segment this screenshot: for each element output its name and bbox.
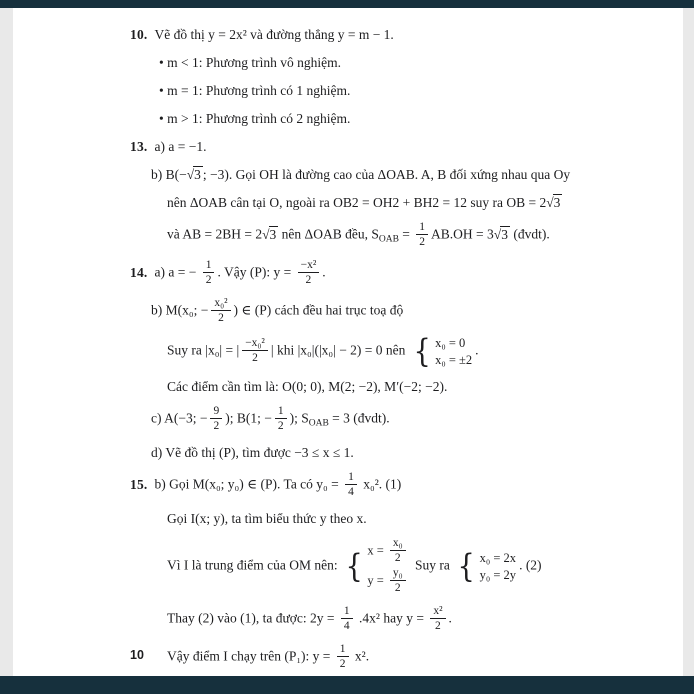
text-run: y₀ bbox=[392, 567, 403, 579]
fraction-denominator bbox=[218, 311, 224, 324]
subscript: OAB bbox=[308, 418, 329, 429]
fraction bbox=[345, 471, 357, 498]
text-line bbox=[167, 644, 670, 671]
text-run: . bbox=[448, 610, 452, 626]
text-run: x₀ = 0 bbox=[435, 336, 466, 350]
text-line bbox=[151, 298, 670, 325]
text-line bbox=[159, 82, 670, 99]
problem-number: 10. bbox=[130, 27, 148, 42]
text-run: 2 bbox=[435, 620, 441, 632]
cases-row bbox=[367, 568, 408, 595]
subscript: OAB bbox=[378, 234, 399, 245]
text-run: . Vậy (P): y = bbox=[217, 264, 295, 280]
radical-sign: √ bbox=[186, 167, 195, 182]
text-run: x². bbox=[351, 648, 370, 664]
text-line bbox=[151, 444, 670, 461]
text-line bbox=[130, 472, 670, 499]
text-run: Suy ra bbox=[411, 557, 454, 573]
text-run: Vậy điểm I chạy trên (P₁): y = bbox=[167, 648, 334, 664]
text-run: b) Gọi M(x₀; y₀) ∈ (P). Ta có y₀ = bbox=[154, 476, 343, 492]
text-run: x₀ bbox=[392, 537, 403, 549]
text-run: 2 bbox=[277, 420, 284, 432]
text-run: 1 bbox=[419, 221, 426, 233]
fraction-numerator bbox=[210, 405, 222, 419]
text-run: 4 bbox=[348, 486, 354, 498]
text-run: nên ΔOAB cân tại O, ngoài ra OB2 = OH2 + BH2 = 12 suy ra OB = 2 bbox=[167, 195, 547, 210]
fraction-denominator bbox=[213, 419, 219, 432]
text-run: b) M(x₀; − bbox=[151, 302, 209, 318]
text-line bbox=[167, 510, 670, 527]
fraction bbox=[210, 405, 222, 432]
cases-row bbox=[435, 336, 465, 350]
fraction bbox=[211, 297, 230, 324]
fraction-numerator bbox=[298, 259, 320, 273]
text-run: 2 bbox=[419, 236, 426, 248]
text-run: 1 bbox=[277, 405, 284, 417]
problem-number: 15. bbox=[130, 476, 148, 492]
cases-rows bbox=[367, 538, 408, 595]
fraction-denominator bbox=[348, 485, 354, 498]
cases-system bbox=[412, 331, 473, 370]
fraction bbox=[341, 605, 353, 632]
fraction-denominator bbox=[344, 619, 350, 632]
fraction-numerator bbox=[275, 405, 287, 419]
fraction-denominator bbox=[340, 657, 346, 670]
cases-row bbox=[480, 568, 516, 582]
text-run: và AB = 2BH = 2 bbox=[167, 226, 263, 242]
text-line bbox=[167, 222, 670, 249]
text-run: a) a = − bbox=[154, 264, 200, 280]
text-run: y = bbox=[367, 573, 387, 588]
text-run: . bbox=[475, 342, 479, 358]
page-bottom-border bbox=[0, 676, 694, 694]
fraction bbox=[390, 567, 406, 594]
text-run: x² bbox=[433, 605, 443, 617]
fraction-numerator bbox=[211, 297, 230, 311]
sqrt-expression bbox=[187, 167, 203, 182]
text-run: .4x² hay y = bbox=[355, 610, 428, 626]
radicand: 3 bbox=[553, 195, 561, 210]
text-run: = 3 (đvdt). bbox=[328, 410, 390, 426]
sqrt-expression bbox=[494, 227, 510, 242]
text-run: = bbox=[398, 226, 414, 242]
left-brace: { bbox=[345, 546, 363, 585]
text-run: 2 bbox=[218, 312, 224, 324]
text-run: 2 bbox=[213, 420, 220, 432]
text-line bbox=[159, 54, 670, 71]
fraction-numerator bbox=[390, 537, 406, 551]
radical-sign: √ bbox=[546, 195, 554, 210]
text-run: Vì I là trung điểm của OM nên: bbox=[167, 557, 341, 573]
text-run: x₀ = 2x bbox=[479, 551, 517, 565]
text-run: AB.OH = 3 bbox=[431, 226, 494, 242]
text-run: a) a = −1. bbox=[154, 139, 207, 154]
fraction-denominator bbox=[435, 619, 441, 632]
text-run: 4 bbox=[343, 620, 350, 632]
fraction-denominator bbox=[395, 551, 401, 564]
cases-rows bbox=[435, 336, 472, 367]
fraction-numerator bbox=[203, 259, 215, 273]
text-run: (đvdt). bbox=[509, 226, 550, 242]
problem-number: 14. bbox=[130, 264, 148, 280]
left-brace: { bbox=[457, 546, 476, 585]
cases-system bbox=[456, 546, 517, 585]
text-run: x₀ = ±2 bbox=[435, 353, 473, 367]
text-run: 1 bbox=[348, 471, 354, 483]
text-run: −x² bbox=[300, 259, 317, 271]
fraction-numerator bbox=[430, 605, 445, 619]
radicand: 3 bbox=[194, 167, 201, 182]
text-run: Thay (2) vào (1), ta được: 2y = bbox=[167, 610, 338, 626]
text-run: Các điểm cần tìm là: O(0; 0), M(2; −2), M′(−2; −2). bbox=[167, 379, 448, 394]
text-run: Vẽ đồ thị y = 2x² và đường thẳng y = m − 1. bbox=[154, 27, 394, 42]
text-run: 2 bbox=[394, 582, 401, 594]
radical-sign: √ bbox=[493, 226, 502, 242]
fraction-numerator bbox=[337, 643, 349, 657]
radicand: 3 bbox=[501, 226, 508, 242]
text-run: . bbox=[322, 264, 326, 280]
text-run: c) A(−3; − bbox=[151, 410, 208, 426]
fraction bbox=[390, 537, 406, 564]
page-number: 10 bbox=[130, 648, 144, 662]
text-run: ) ∈ (P) cách đều hai trục toạ độ bbox=[233, 302, 404, 318]
fraction bbox=[430, 605, 445, 632]
sqrt-expression bbox=[546, 195, 562, 210]
text-run: x = bbox=[367, 543, 387, 558]
fraction-numerator bbox=[416, 221, 428, 235]
fraction bbox=[242, 337, 268, 364]
fraction bbox=[416, 221, 428, 248]
fraction-denominator bbox=[395, 581, 401, 594]
text-run: 1 bbox=[343, 605, 350, 617]
text-run: x₀² bbox=[214, 297, 228, 309]
text-run: −x₀² bbox=[245, 337, 265, 349]
text-line bbox=[159, 110, 670, 127]
fraction bbox=[337, 643, 349, 670]
fraction bbox=[298, 259, 320, 286]
cases-rows bbox=[480, 551, 516, 582]
fraction bbox=[203, 259, 215, 286]
text-run: 2 bbox=[205, 274, 212, 286]
text-run: nên ΔOAB đều, S bbox=[278, 226, 379, 242]
text-line bbox=[130, 138, 670, 155]
text-run: y₀ = 2y bbox=[479, 568, 517, 582]
page-top-border bbox=[0, 0, 694, 8]
text-run: Suy ra |x₀| = | bbox=[167, 342, 240, 358]
text-line bbox=[167, 331, 670, 370]
text-run: 2 bbox=[252, 352, 258, 364]
text-line bbox=[167, 194, 670, 211]
fraction-denominator bbox=[419, 235, 425, 248]
fraction-numerator bbox=[345, 471, 357, 485]
text-run: d) Vẽ đồ thị (P), tìm được −3 ≤ x ≤ 1. bbox=[151, 445, 354, 460]
text-run: ); S bbox=[289, 410, 309, 426]
fraction bbox=[275, 405, 287, 432]
fraction-denominator bbox=[278, 419, 284, 432]
text-run: • m = 1: Phương trình có 1 nghiệm. bbox=[159, 83, 351, 98]
text-line bbox=[130, 260, 670, 287]
text-run: 2 bbox=[394, 552, 401, 564]
radicand: 3 bbox=[269, 226, 277, 242]
text-line bbox=[151, 166, 670, 183]
fraction-numerator bbox=[341, 605, 353, 619]
text-run: • m > 1: Phương trình có 2 nghiệm. bbox=[159, 111, 351, 126]
fraction-denominator bbox=[206, 273, 212, 286]
fraction-numerator bbox=[242, 337, 268, 351]
text-run: | khi |x₀|(|x₀| − 2) = 0 nên bbox=[270, 342, 409, 358]
left-brace: { bbox=[413, 331, 431, 370]
text-run: 2 bbox=[305, 274, 312, 286]
text-run: . (2) bbox=[519, 557, 542, 573]
cases-system bbox=[344, 538, 409, 595]
text-run: 1 bbox=[339, 643, 346, 655]
text-line bbox=[167, 538, 670, 595]
cases-row bbox=[480, 551, 516, 565]
text-line bbox=[130, 26, 670, 43]
text-run: • m < 1: Phương trình vô nghiệm. bbox=[159, 55, 342, 70]
cases-row bbox=[367, 538, 408, 565]
radical-sign: √ bbox=[262, 226, 270, 242]
text-run: 9 bbox=[213, 405, 220, 417]
text-run: ); B(1; − bbox=[225, 410, 272, 426]
text-run: 2 bbox=[339, 658, 346, 670]
text-run: x₀². (1) bbox=[359, 476, 402, 492]
fraction-denominator bbox=[252, 351, 258, 364]
page-right-margin bbox=[683, 8, 694, 676]
fraction-denominator bbox=[306, 273, 312, 286]
text-run: 1 bbox=[205, 259, 212, 271]
text-run: ; −3). Gọi OH là đường cao của ΔOAB. A, B đối xứng nhau qua Oy bbox=[202, 167, 571, 182]
page-left-margin bbox=[0, 8, 13, 676]
fraction-numerator bbox=[390, 567, 406, 581]
text-run: b) B(− bbox=[151, 167, 187, 182]
text-line bbox=[167, 606, 670, 633]
cases-row bbox=[435, 353, 472, 367]
document-lines bbox=[130, 26, 670, 682]
text-run: Gọi I(x; y), ta tìm biểu thức y theo x. bbox=[167, 511, 367, 526]
sqrt-expression bbox=[262, 227, 278, 242]
text-line bbox=[151, 406, 670, 433]
problem-number: 13. bbox=[130, 139, 148, 154]
text-line bbox=[167, 378, 670, 395]
